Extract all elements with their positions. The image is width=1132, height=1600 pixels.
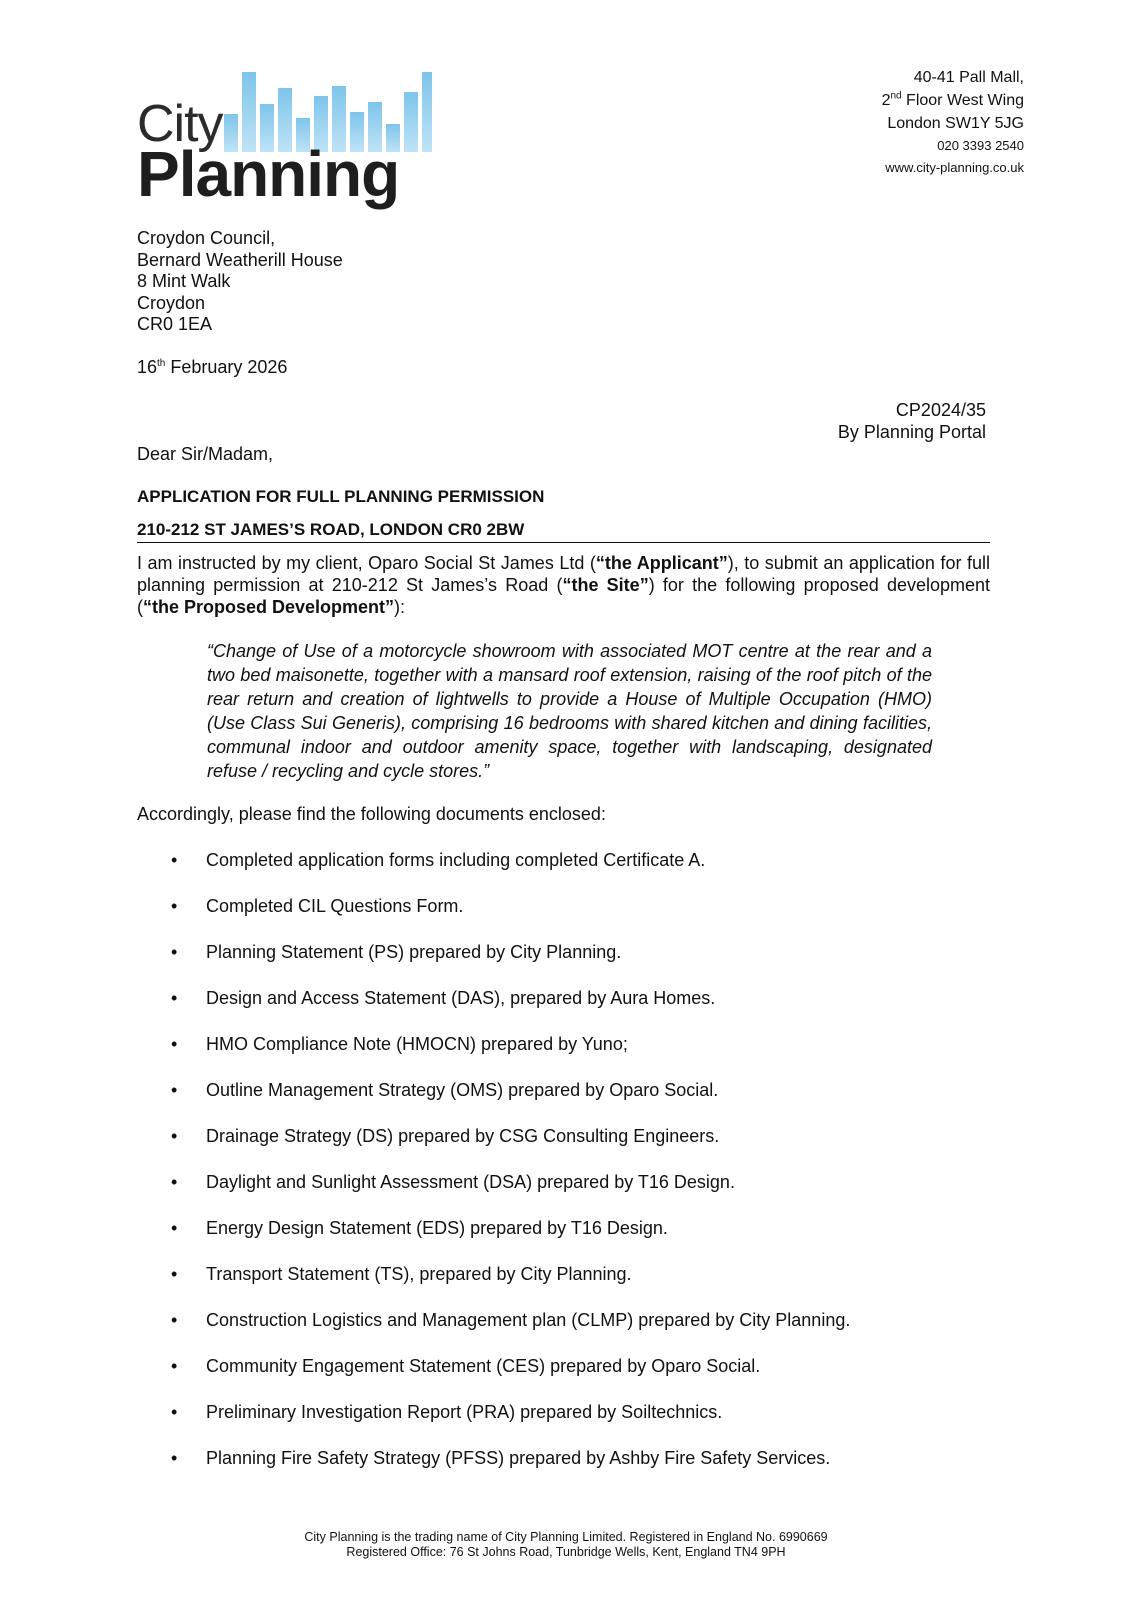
bullet-icon: • bbox=[171, 896, 178, 916]
letter-date: 16th February 2026 bbox=[137, 357, 288, 377]
logo-text-planning: Planning bbox=[137, 138, 400, 210]
bullet-icon: • bbox=[171, 1310, 178, 1330]
list-item: • Preliminary Investigation Report (PRA) prepared by Soiltechnics. bbox=[171, 1402, 723, 1422]
bullet-icon: • bbox=[171, 1448, 178, 1468]
list-item: • Transport Statement (TS), prepared by City Planning. bbox=[171, 1264, 632, 1284]
bullet-icon: • bbox=[171, 1218, 178, 1238]
logo-bar bbox=[422, 72, 432, 152]
sender-city-postcode: London SW1Y 5JG bbox=[887, 115, 1024, 132]
bullet-icon: • bbox=[171, 1080, 178, 1100]
sender-street: 40-41 Pall Mall, bbox=[913, 69, 1024, 86]
company-logo bbox=[137, 72, 437, 212]
logo-text-city: City bbox=[137, 95, 223, 153]
reference-code: CP2024/35 bbox=[895, 400, 986, 420]
bullet-icon: • bbox=[171, 942, 178, 962]
list-item: • Construction Logistics and Management plan (CLMP) prepared by City Planning. bbox=[171, 1310, 851, 1330]
submission-method: By Planning Portal bbox=[837, 422, 986, 442]
application-heading: APPLICATION FOR FULL PLANNING PERMISSION bbox=[137, 487, 545, 506]
list-item: • Outline Management Strategy (OMS) prepared by Oparo Social. bbox=[171, 1080, 719, 1100]
list-item: • Drainage Strategy (DS) prepared by CSG Consulting Engineers. bbox=[171, 1126, 720, 1146]
bullet-icon: • bbox=[171, 988, 178, 1008]
bullet-icon: • bbox=[171, 1172, 178, 1192]
recipient-line: 8 Mint Walk bbox=[137, 271, 231, 291]
list-item: • HMO Compliance Note (HMOCN) prepared by Yuno; bbox=[171, 1034, 628, 1054]
list-item: • Community Engagement Statement (CES) prepared by Oparo Social. bbox=[171, 1356, 761, 1376]
list-item: • Completed CIL Questions Form. bbox=[171, 896, 464, 916]
sender-floor: 2nd Floor West Wing bbox=[881, 90, 1024, 109]
development-description-quote: “Change of Use of a motorcycle showroom with associated MOT centre at the rear and a two bed maisonette, together with a mansard roof extension, raising of the roof pitch of the rear return and creation of lightwells to provide a House of Multiple Occupation (HMO) (Use Class Sui Generis), comprising 16 bedrooms with shared kitchen and dining facilities, communal indoor and outdoor amenity space, together with landscaping, designated refuse / recycling and cycle stores.” bbox=[207, 641, 932, 781]
list-item: • Completed application forms including completed Certificate A. bbox=[171, 850, 706, 870]
list-item: • Design and Access Statement (DAS), prepared by Aura Homes. bbox=[171, 988, 716, 1008]
bullet-icon: • bbox=[171, 1034, 178, 1054]
recipient-line: CR0 1EA bbox=[137, 314, 213, 334]
sender-phone: 020 3393 2540 bbox=[937, 138, 1024, 153]
page-footer bbox=[0, 1530, 1132, 1560]
bullet-icon: • bbox=[171, 850, 178, 870]
reference-block bbox=[838, 399, 986, 443]
salutation: Dear Sir/Madam, bbox=[137, 444, 274, 464]
bullet-icon: • bbox=[171, 1356, 178, 1376]
recipient-line: Croydon bbox=[137, 292, 206, 313]
list-item: • Planning Statement (PS) prepared by City Planning. bbox=[171, 942, 622, 962]
enclosed-documents-list bbox=[137, 849, 850, 1493]
intro-paragraph: I am instructed by my client, Oparo Social St James Ltd (“the Applicant”), to submit an application for full planning permission at 210-212 St James’s Road (“the Site”) for the following proposed development (“the Proposed Development”): bbox=[137, 553, 991, 617]
enclosures-intro: Accordingly, please find the following documents enclosed: bbox=[137, 804, 606, 824]
recipient-address bbox=[137, 228, 343, 336]
site-address-heading: 210-212 ST JAMES’S ROAD, LONDON CR0 2BW bbox=[137, 520, 990, 543]
footer-company-info: City Planning is the trading name of City Planning Limited. Registered in England No. 6990669 bbox=[304, 1530, 828, 1544]
bullet-icon: • bbox=[171, 1126, 178, 1146]
sender-website: www.city-planning.co.uk bbox=[885, 160, 1024, 175]
sender-address bbox=[882, 66, 1024, 179]
list-item: • Energy Design Statement (EDS) prepared by T16 Design. bbox=[171, 1218, 668, 1238]
bullet-icon: • bbox=[171, 1264, 178, 1284]
list-item: • Planning Fire Safety Strategy (PFSS) prepared by Ashby Fire Safety Services. bbox=[171, 1448, 831, 1468]
recipient-line: Croydon Council, bbox=[137, 228, 276, 248]
logo-bar bbox=[404, 92, 418, 152]
footer-registered-office: Registered Office: 76 St Johns Road, Tunbridge Wells, Kent, England TN4 9PH bbox=[346, 1545, 786, 1559]
bullet-icon: • bbox=[171, 1402, 178, 1422]
recipient-line: Bernard Weatherill House bbox=[137, 249, 343, 270]
list-item: • Daylight and Sunlight Assessment (DSA) prepared by T16 Design. bbox=[171, 1172, 735, 1192]
